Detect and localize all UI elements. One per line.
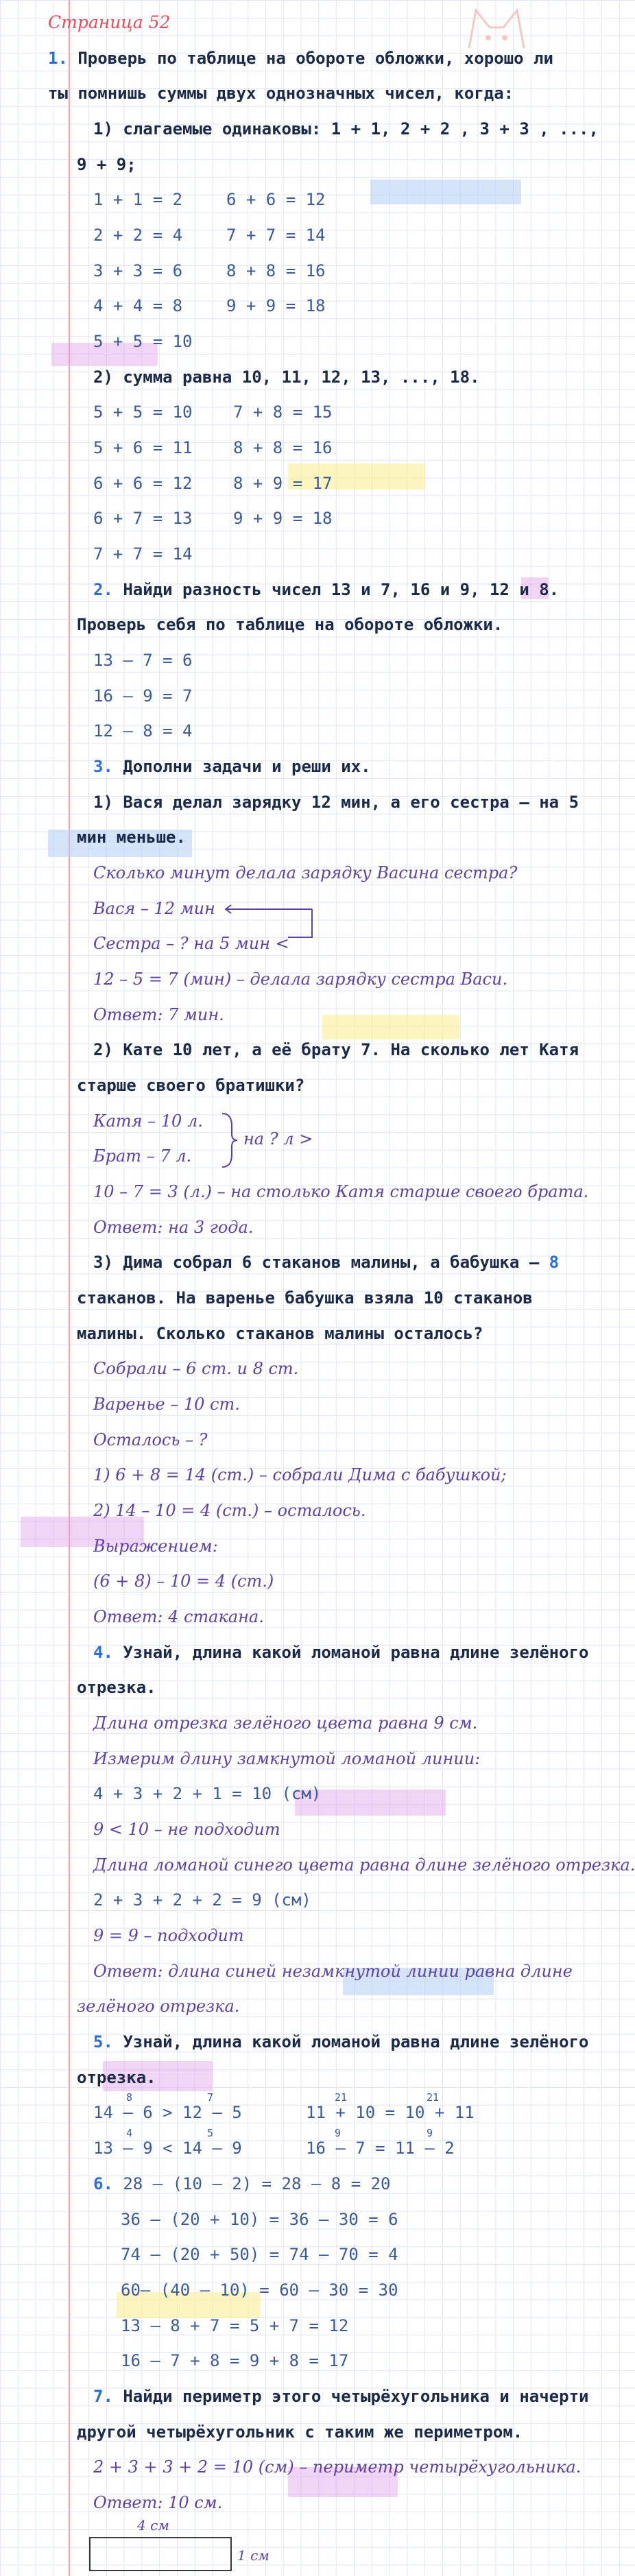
equation: 5 + 5 = 10 — [93, 402, 193, 422]
comparison: 16 – 7 = 11 – 2 — [306, 2139, 455, 2158]
task-3c-text — [93, 1252, 559, 1273]
equation: 28 – (10 – 2) = 28 – 8 = 20 — [123, 2174, 391, 2193]
task-text: Найди разность чисел 13 и 7, 16 и 9, 12 и 8. — [123, 580, 560, 599]
equation: 36 – (20 + 10) = 36 – 30 = 6 — [121, 2210, 398, 2229]
handwritten-line: Вася – 12 мин — [93, 899, 215, 918]
handwritten-line: 10 – 7 = 3 (л.) – на столько Катя старше своего брата. — [93, 1182, 589, 1201]
task-number: 5. — [93, 2032, 113, 2051]
handwritten-line: Катя – 10 л. — [93, 1111, 203, 1131]
task-5-prompt-line2: отрезка. — [77, 2068, 156, 2087]
handwritten-line: 1) 6 + 8 = 14 (ст.) – собрали Дима с бабушкой; — [93, 1465, 507, 1484]
comparison: 13 – 9 < 14 – 9 — [93, 2139, 242, 2158]
handwritten-line: Варенье – 10 ст. — [93, 1395, 240, 1414]
superscript-value: 9 — [427, 2127, 433, 2139]
handwritten-line: Ответ: на 3 года. — [93, 1218, 254, 1237]
task-3b-text-line2: старше своего братишки? — [77, 1076, 305, 1095]
task-number: 7. — [93, 2387, 113, 2406]
superscript-value: 21 — [427, 2091, 440, 2104]
equation: 4 + 4 = 8 — [93, 296, 183, 315]
equation: 3 + 3 = 6 — [93, 261, 183, 280]
rectangle-side-label: 4 см — [137, 2517, 169, 2533]
highlight-mark — [370, 180, 521, 204]
task-1-prompt — [48, 48, 553, 69]
task-text: Узнай, длина какой ломаной равна длине зелёного — [123, 2032, 589, 2051]
handwritten-line: Ответ: 4 стакана. — [93, 1607, 264, 1626]
comparison: 11 + 10 = 10 + 11 — [306, 2103, 475, 2122]
equation: 5 + 5 = 10 — [93, 332, 193, 351]
task-6-line — [93, 2174, 391, 2194]
handwritten-line: Осталось – ? — [93, 1430, 208, 1449]
equation: 60– (40 – 10) = 60 – 30 = 30 — [121, 2280, 398, 2300]
handwritten-line: Длина ломаной синего цвета равна длине зелёного отрезка. — [93, 1855, 635, 1875]
task-3c-text-line2: стаканов. На варенье бабушка взяла 10 стаканов — [77, 1288, 533, 1308]
comparison: 14 – 6 > 12 – 5 — [93, 2103, 242, 2122]
handwritten-line: Ответ: длина синей незамкнутой линии равна длине — [93, 1962, 573, 1981]
superscript-value: 4 — [126, 2127, 133, 2139]
equation: 8 + 8 = 16 — [226, 261, 326, 280]
handwritten-line: 9 < 10 – не подходит — [93, 1820, 280, 1839]
superscript-value: 21 — [335, 2091, 348, 2104]
equation: 13 – 8 + 7 = 5 + 7 = 12 — [121, 2316, 349, 2335]
handwritten-line: 2 + 3 + 3 + 2 = 10 (см) – периметр четырёхугольника. — [93, 2457, 582, 2477]
highlight-mark — [322, 1015, 459, 1039]
task-1-sub2: 2) сумма равна 10, 11, 12, 13, ..., 18. — [93, 368, 480, 387]
task-text: Узнай, длина какой ломаной равна длине зелёного — [123, 1643, 589, 1662]
equation: 9 + 9 = 18 — [226, 296, 326, 315]
handwritten-line: Длина отрезка зелёного цвета равна 9 см. — [93, 1713, 478, 1733]
handwritten-line: 12 – 5 = 7 (мин) – делала зарядку сестра Васи. — [93, 970, 508, 989]
handwritten-line: на ? л > — [243, 1129, 313, 1148]
page-title: Страница 52 — [48, 12, 171, 32]
superscript-value: 7 — [207, 2091, 214, 2104]
task-text-highlight: 8 — [549, 1253, 560, 1272]
task-3b-text: 2) Кате 10 лет, а её брату 7. На сколько лет Катя — [93, 1040, 579, 1059]
equation: 16 – 7 + 8 = 9 + 8 = 17 — [121, 2351, 349, 2370]
task-text: Проверь по таблице на обороте обложки, хорошо ли — [77, 49, 553, 68]
equation: 6 + 6 = 12 — [93, 474, 193, 493]
handwritten-line: зелёного отрезка. — [77, 1997, 240, 2016]
task-1-prompt-line2: ты помнишь суммы двух однозначных чисел, когда: — [48, 84, 514, 103]
cat-watermark-icon — [455, 0, 538, 48]
task-2-prompt — [93, 579, 559, 600]
drawn-rectangle — [89, 2537, 232, 2571]
equation: 12 – 8 = 4 — [93, 721, 193, 741]
handwritten-line: (6 + 8) – 10 = 4 (ст.) — [93, 1572, 274, 1591]
equation: 8 + 8 = 16 — [233, 438, 333, 457]
task-text: Дополни задачи и реши их. — [123, 757, 371, 776]
task-7-prompt-line2: другой четырёхугольник с таким же периметром. — [77, 2422, 523, 2442]
equation: 16 – 9 = 7 — [93, 686, 193, 706]
equation: 13 – 7 = 6 — [93, 651, 193, 670]
equation: 7 + 8 = 15 — [233, 402, 333, 422]
equation: 2 + 2 = 4 — [93, 226, 183, 245]
equation: 74 – (20 + 50) = 74 – 70 = 4 — [121, 2245, 398, 2264]
handwritten-line: 9 = 9 – подходит — [93, 1926, 244, 1945]
handwritten-line: Сколько минут делала зарядку Васина сестра? — [93, 863, 518, 882]
notebook-margin-line — [69, 0, 70, 2576]
handwritten-line: Измерим длину замкнутой ломаной линии: — [93, 1749, 481, 1768]
handwritten-line: 2) 14 – 10 = 4 (ст.) – осталось. — [93, 1501, 366, 1520]
handwritten-line: Выражением: — [93, 1537, 218, 1556]
equation: 1 + 1 = 2 — [93, 190, 183, 209]
task-text: Найди периметр этого четырёхугольника и начерти — [123, 2387, 589, 2406]
equation: 6 + 7 = 13 — [93, 509, 193, 528]
equation: 4 + 3 + 2 + 1 = 10 (см) — [93, 1784, 322, 1803]
comparison-arrow — [223, 906, 319, 948]
rectangle-side-label: 1 см — [237, 2547, 269, 2564]
equation: 5 + 6 = 11 — [93, 438, 193, 457]
task-3a-text-line2: мин меньше. — [77, 828, 186, 847]
handwritten-line: Брат – 7 л. — [93, 1146, 192, 1166]
equation: 6 + 6 = 12 — [226, 190, 326, 209]
task-7-prompt — [93, 2386, 588, 2407]
task-text: 3) Дима собрал 6 стаканов малины, а бабушка – — [93, 1253, 549, 1272]
task-number: 6. — [93, 2174, 113, 2193]
task-4-prompt-line2: отрезка. — [77, 1678, 156, 1697]
task-1-sub1-line2: 9 + 9; — [77, 155, 136, 174]
handwritten-line: Ответ: 10 см. — [93, 2493, 223, 2512]
task-3c-text-line3: малины. Сколько стаканов малины осталось? — [77, 1324, 483, 1343]
superscript-value: 9 — [335, 2127, 342, 2139]
task-number: 2. — [93, 580, 113, 599]
task-1-sub1: 1) слагаемые одинаковы: 1 + 1, 2 + 2 , 3 + 3 , ..., — [93, 119, 599, 139]
task-2-prompt-line2: Проверь себя по таблице на обороте обложки. — [77, 615, 503, 634]
task-number: 4. — [93, 1643, 113, 1662]
task-3-prompt — [93, 756, 371, 777]
equation: 7 + 7 = 14 — [93, 544, 193, 564]
task-3a-text: 1) Вася делал зарядку 12 мин, а его сестра – на 5 — [93, 793, 579, 812]
equation: 8 + 9 = 17 — [233, 474, 333, 493]
equation: 9 + 9 = 18 — [233, 509, 333, 528]
task-number: 3. — [93, 757, 113, 776]
handwritten-line: Ответ: 7 мин. — [93, 1005, 224, 1024]
task-5-prompt — [93, 2032, 588, 2052]
task-number: 1. — [48, 49, 68, 68]
handwritten-line: Собрали – 6 ст. и 8 ст. — [93, 1359, 299, 1378]
equation: 2 + 3 + 2 + 2 = 9 (см) — [93, 1890, 311, 1910]
superscript-value: 5 — [207, 2127, 214, 2139]
equation: 7 + 7 = 14 — [226, 226, 326, 245]
superscript-value: 8 — [126, 2091, 133, 2104]
curly-brace — [219, 1109, 240, 1171]
handwritten-line: Сестра – ? на 5 мин < — [93, 934, 289, 953]
task-4-prompt — [93, 1642, 588, 1663]
